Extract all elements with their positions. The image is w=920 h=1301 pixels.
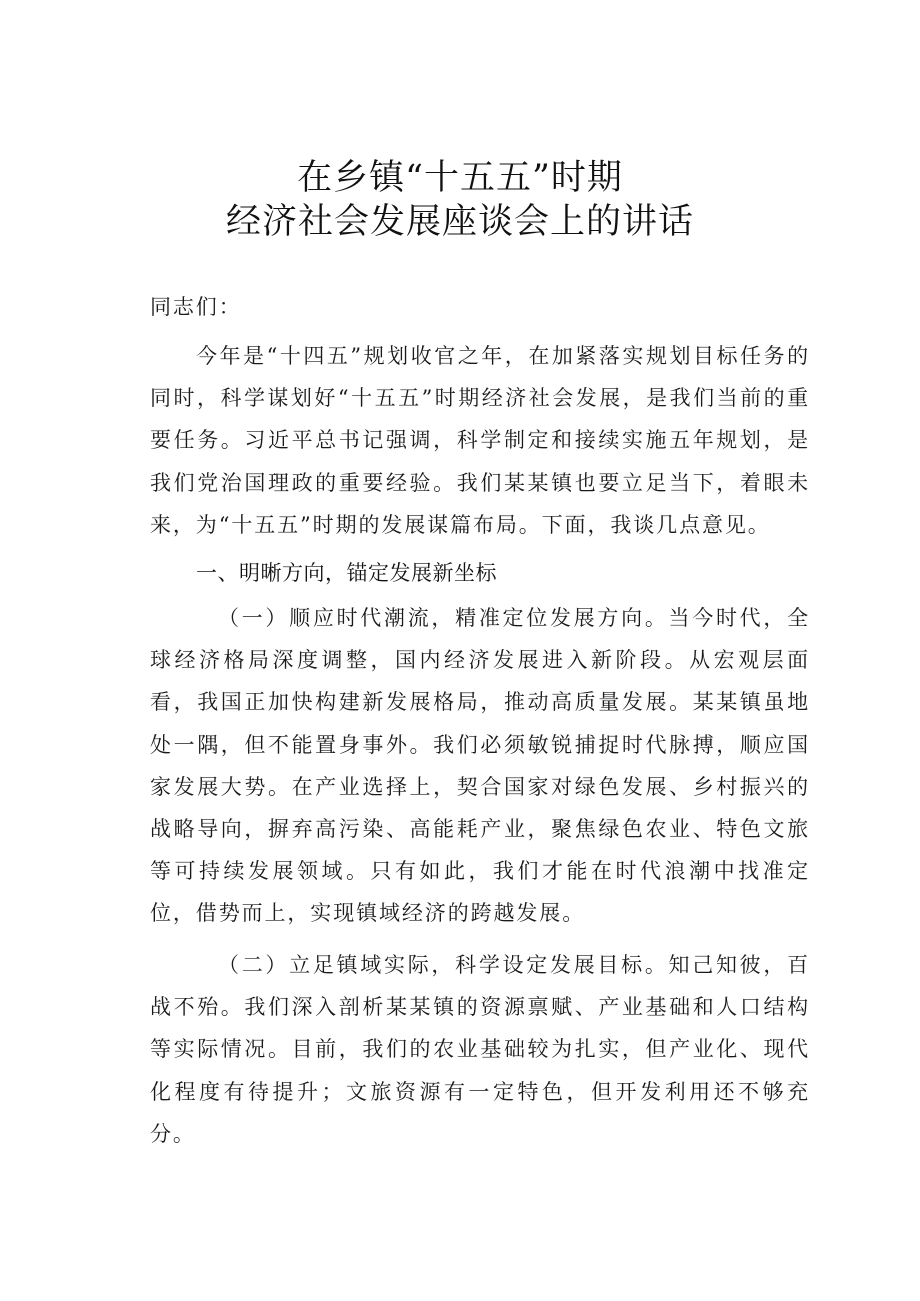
subsection-1-paragraph: （一）顺应时代潮流，精准定位发展方向。当今时代，全球经济格局深度调整，国内经济发展进入新阶段。从宏观层面看，我国正加快构建新发展格局，推动高质量发展。某某镇虽地处一隅，但不能置身事外。我们必须敏锐捕捉时代脉搏，顺应国家发展大势。在产业选择上，契合国家对绿色发展、乡村振兴的战略导向，摒弃高污染、高能耗产业，聚焦绿色农业、特色文旅等可持续发展领域。只有如此，我们才能在时代浪潮中找准定位，借势而上，实现镇域经济的跨越发展。	[150, 606, 810, 926]
subsection-2-paragraph: （二）立足镇域实际，科学设定发展目标。知己知彼，百战不殆。我们深入剖析某某镇的资源禀赋、产业基础和人口结构等实际情况。目前，我们的农业基础较为扎实，但产业化、现代化程度有待提升；文旅资源有一定特色，但开发利用还不够充分。	[150, 953, 810, 1146]
intro-paragraph: 今年是“十四五”规划收官之年，在加紧落实规划目标任务的同时，科学谋划好“十五五”时期经济社会发展，是我们当前的重要任务。习近平总书记强调，科学制定和接续实施五年规划，是我们党治国理政的重要经验。我们某某镇也要立足当下，着眼未来，为“十五五”时期的发展谋篇布局。下面，我谈几点意见。	[150, 344, 810, 537]
salutation: 同志们：	[150, 295, 242, 319]
title-line-1: 在乡镇“十五五”时期	[297, 158, 623, 198]
section-1-heading: 一、明晰方向，锚定发展新坐标	[196, 561, 497, 585]
title-line-2: 经济社会发展座谈会上的讲话	[225, 202, 694, 242]
